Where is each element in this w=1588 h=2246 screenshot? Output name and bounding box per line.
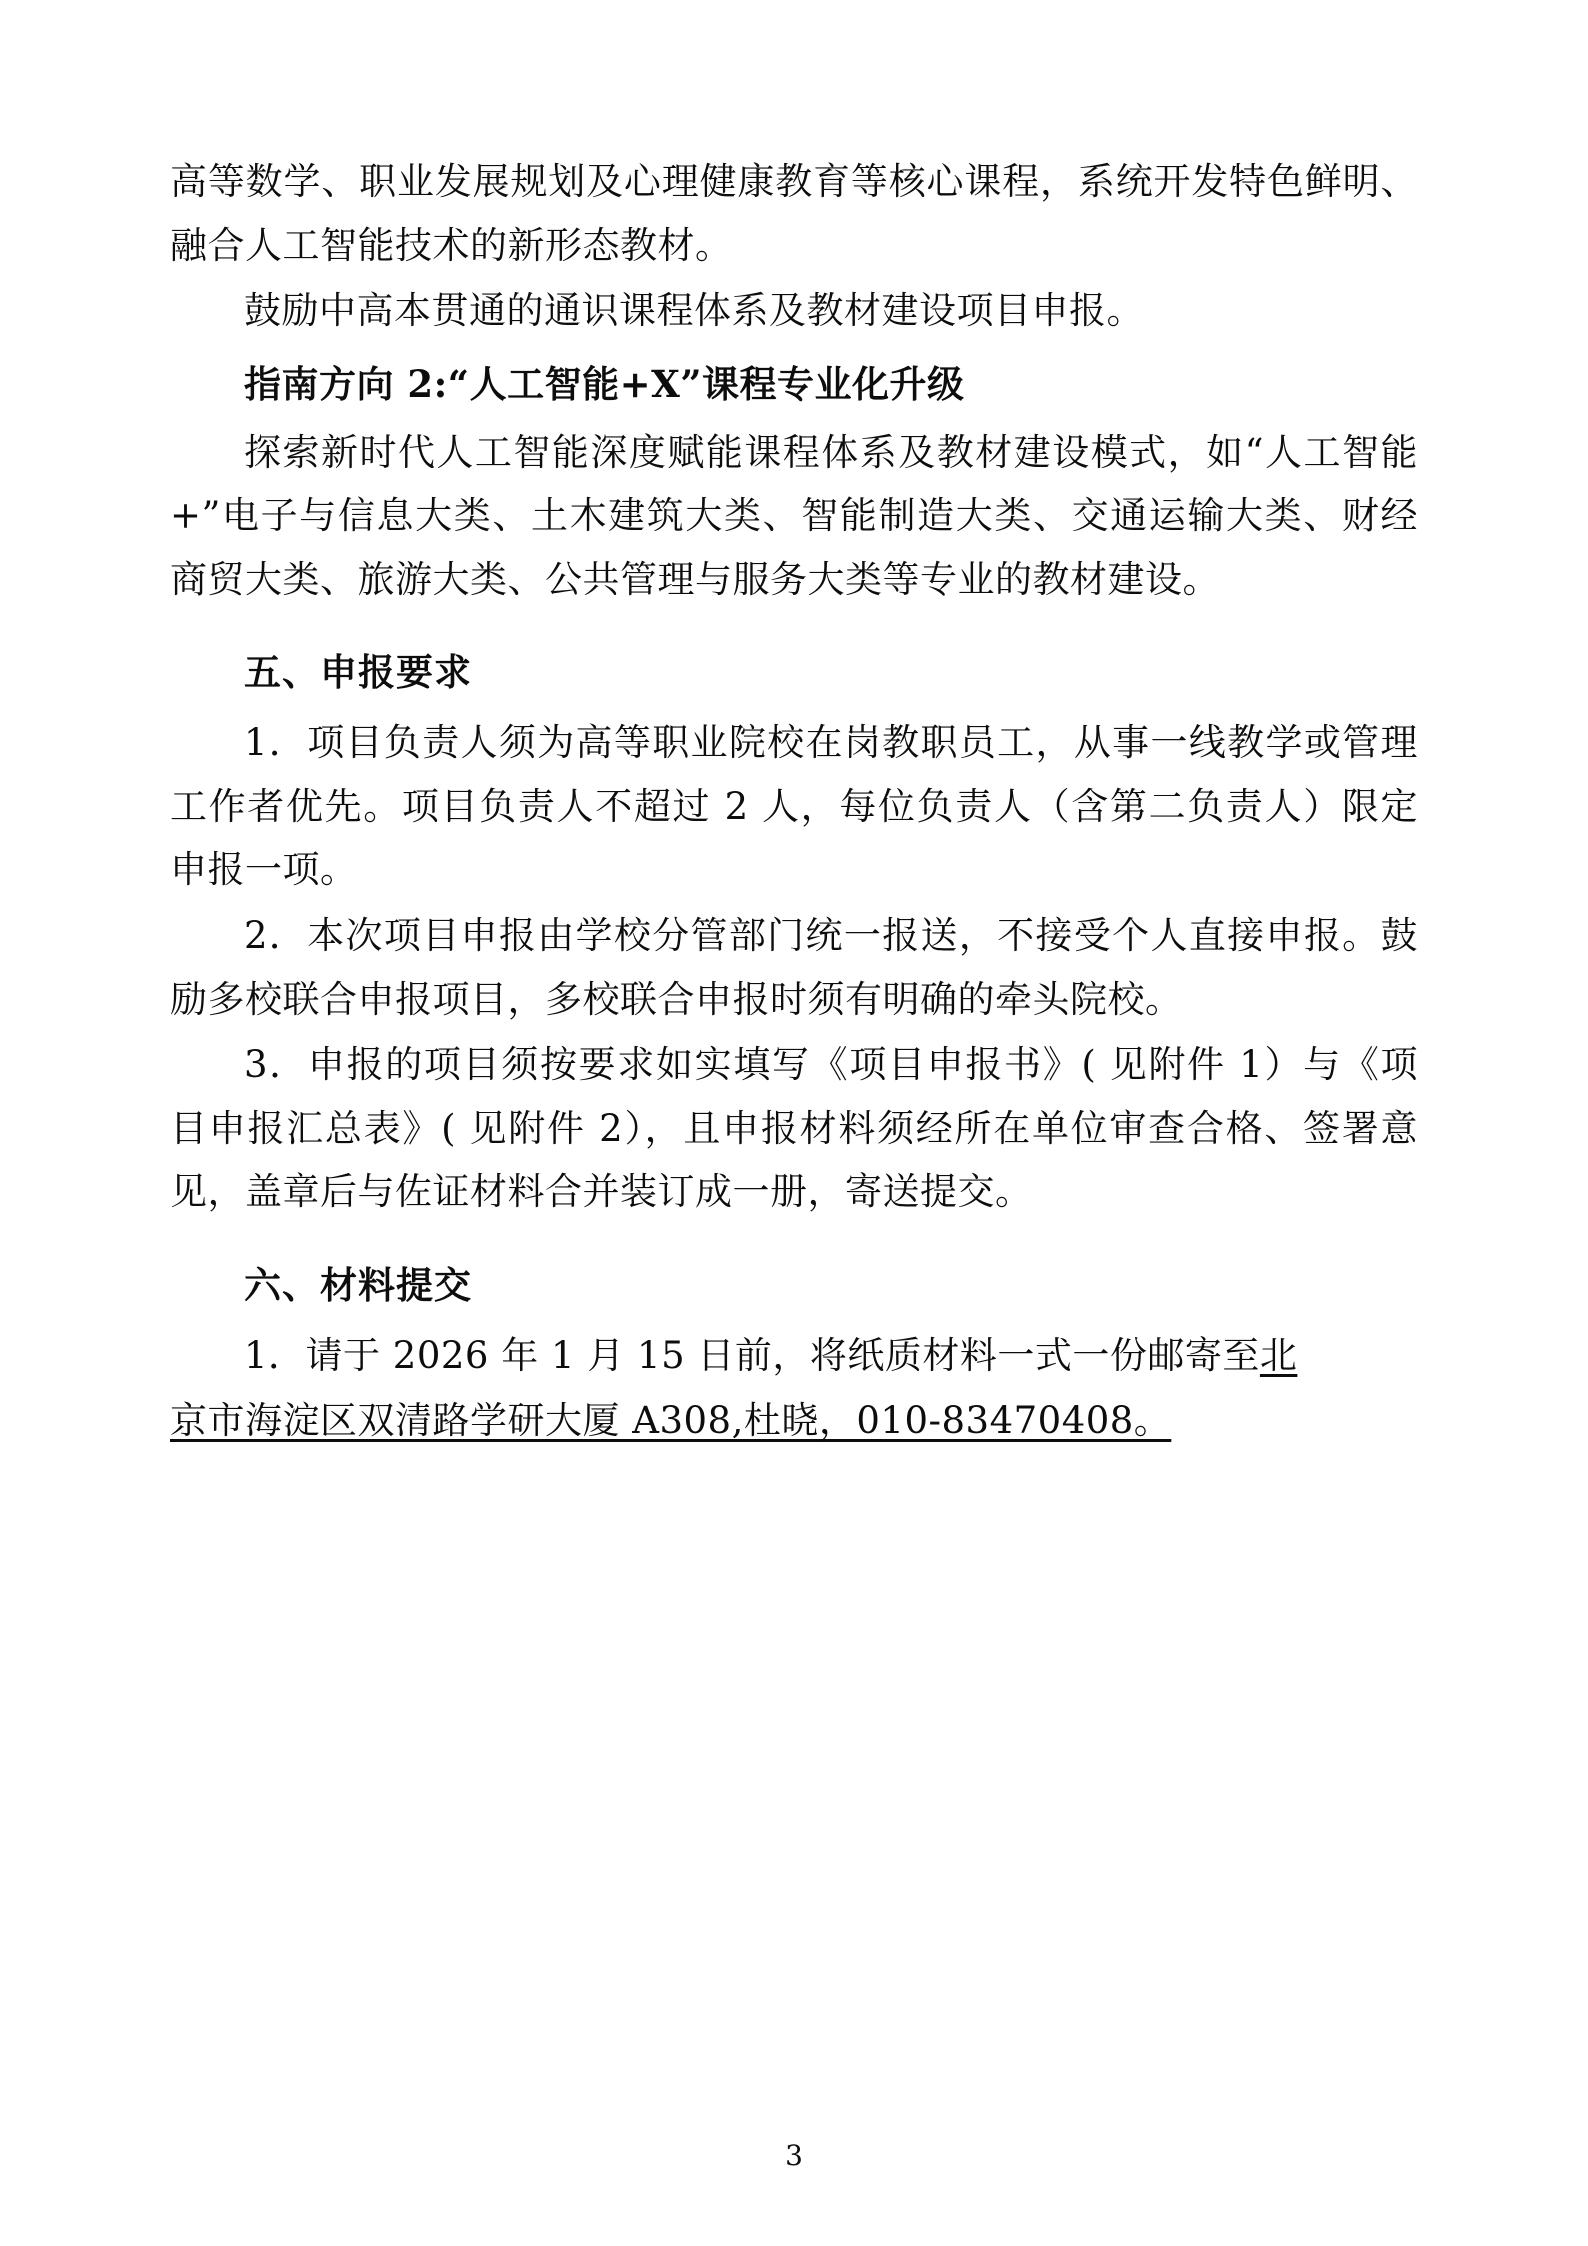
paragraph-requirement-3: 3．申报的项目须按要求如实填写《项目申报书》( 见附件 1）与《项目申报汇总表》( 见附件 2），且申报材料须经所在单位审查合格、签署意见，盖章后与佐证材料合并装订成一册，寄送提交。 xyxy=(170,1043,1418,1214)
paragraph-encourage: 鼓励中高本贯通的通识课程体系及教材建设项目申报。 xyxy=(244,289,1144,333)
heading-direction-2: 指南方向 2:“人工智能+X”课程专业化升级 xyxy=(244,361,965,406)
paragraph-submission-address xyxy=(170,1389,1418,1453)
paragraph-direction-2-body: 探索新时代人工智能深度赋能课程体系及教材建设模式，如“人工智能+”电子与信息大类、土木建筑大类、智能制造大类、交通运输大类、财经商贸大类、旅游大类、公共管理与服务大类等专业的教材建设。 xyxy=(170,430,1418,601)
paragraph-requirement-2: 2．本次项目申报由学校分管部门统一报送，不接受个人直接申报。鼓励多校联合申报项目，多校联合申报时须有明确的牵头院校。 xyxy=(170,913,1418,1021)
page-number: 3 xyxy=(785,2139,803,2172)
paragraph-submission-1 xyxy=(170,1324,1418,1388)
heading-section-5: 五、申报要求 xyxy=(244,651,472,695)
submission-address-part-1: 北 xyxy=(1259,1333,1298,1377)
submission-address-part-2: 京市海淀区双清路学研大厦 A308,杜晓，010-83470408。 xyxy=(170,1399,1172,1443)
submission-lead-text: 1．请于 2026 年 1 月 15 日前，将纸质材料一式一份邮寄至 xyxy=(244,1333,1260,1377)
spacer xyxy=(170,613,1418,623)
spacer xyxy=(170,1226,1418,1236)
heading-section-6: 六、材料提交 xyxy=(244,1264,472,1307)
paragraph-requirement-1: 1．项目负责人须为高等职业院校在岗教职员工，从事一线教学或管理工作者优先。项目负责人不超过 2 人，每位负责人（含第二负责人）限定申报一项。 xyxy=(170,721,1418,892)
paragraph-continued: 高等数学、职业发展规划及心理健康教育等核心课程，系统开发特色鲜明、融合人工智能技术的新形态教材。 xyxy=(170,160,1418,267)
